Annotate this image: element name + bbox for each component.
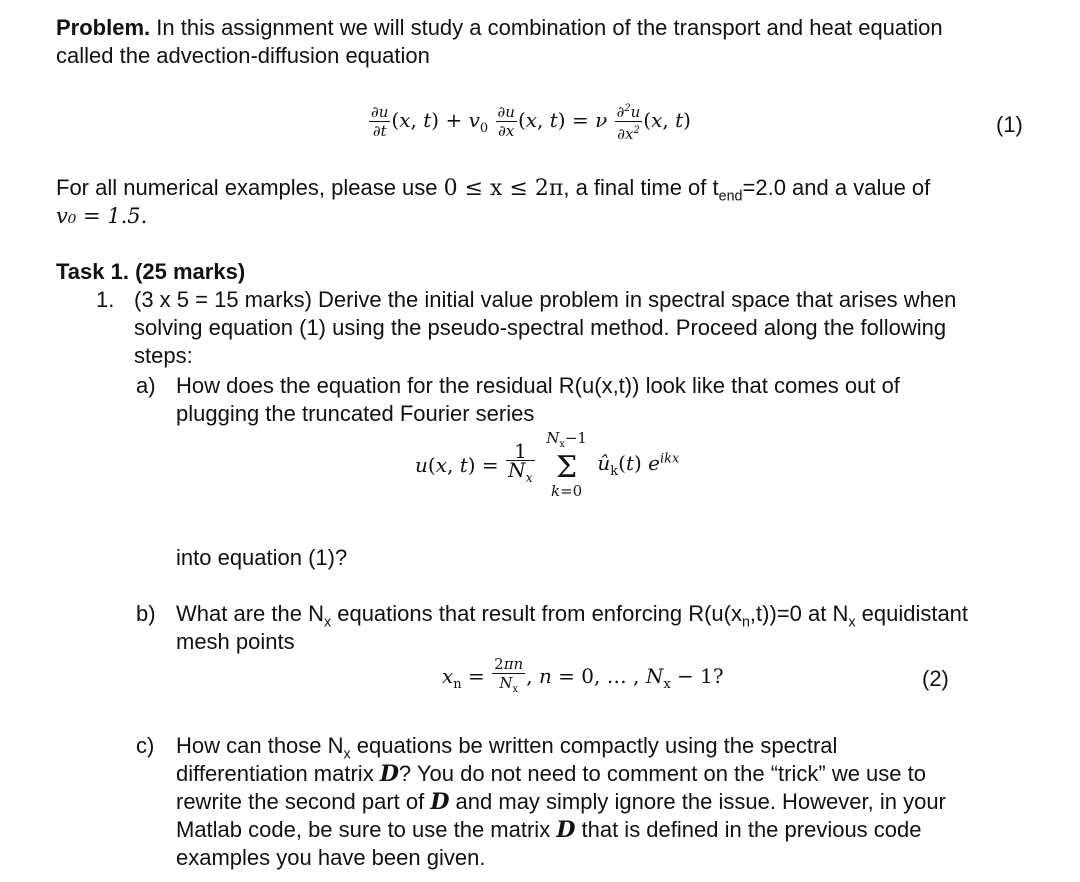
problem-intro-line1: In this assignment we will study a combination of the transport and heat equation [156, 15, 943, 40]
equation-1-number: (1) [996, 112, 1023, 137]
fourier-series-equation: u(x, t) = $\frac{1}{N_x}$ $N_x-1$ Σ k=0 $û_k(t)$ $e^{ikx}$ [415, 429, 680, 500]
item-number: 1. [96, 287, 115, 312]
b-line1: What are the $N_x$ equations that result from enforcing $R(u(x_n,t))=0$ at $N_x$ equidistant [176, 601, 969, 631]
problem-intro-line2: called the advection-diffusion equation [56, 43, 430, 68]
x-range: 0 ≤ x ≤ 2π [443, 176, 564, 201]
matrix-d: D [430, 789, 450, 815]
c-line2: differentiation matrix D? You do not need to comment on the “trick” we use to [176, 761, 926, 787]
matrix-d: D [379, 761, 399, 787]
equation-2: $x_n$ = $\frac{2\pi n}{N_x}$ , n = 0, … , $N_x - 1$? [442, 655, 724, 695]
item-line3: steps: [134, 343, 193, 368]
a-after: into equation (1)? [176, 545, 348, 570]
a-line1: How does the equation for the residual R(u(x,t)) look like that comes out of [176, 373, 900, 398]
c-line3: rewrite the second part of D and may simply ignore the issue. However, in your [176, 789, 946, 815]
parameters-line: For all numerical examples, please use 0 ≤ x ≤ 2π, a final time of $t_{end}=2.0$ and a value of [56, 175, 931, 205]
c-label: c) [136, 733, 155, 758]
task-heading: Task 1. (25 marks) [56, 259, 246, 284]
item-line2: solving equation (1) using the pseudo-spectral method. Proceed along the following [134, 315, 947, 340]
b-label: b) [136, 601, 156, 626]
a-line2: plugging the truncated Fourier series [176, 401, 535, 426]
b-line2: mesh points [176, 629, 295, 654]
problem-intro [56, 14, 943, 42]
c-line4: Matlab code, be sure to use the matrix D that is defined in the previous code [176, 817, 922, 843]
c-line1: How can those $N_x$ equations be written compactly using the spectral [176, 733, 838, 763]
equation-1: $\frac{\partial u}{\partial t}$ (x, $t) + v_0$ $\frac{\partial u}{\partial x}$ (x, t) = ν $\frac{\partial^2u}{\partial x^2}$ (x, t) [368, 100, 691, 143]
c-line5: examples you have been given. [176, 845, 486, 870]
matrix-d: D [556, 817, 576, 843]
item-line1: (3 x 5 = 15 marks) Derive the initial value problem in spectral space that arises when [134, 287, 957, 312]
equation-2-number: (2) [922, 666, 949, 691]
a-label: a) [136, 373, 156, 398]
v0-value: v₀ = 1.5. [56, 204, 148, 228]
problem-label: Problem. [56, 15, 151, 40]
